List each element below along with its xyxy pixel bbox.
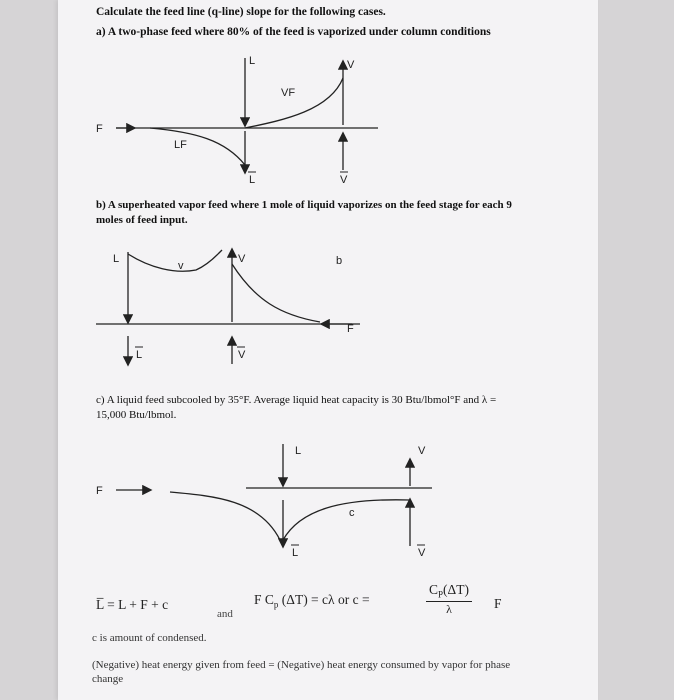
label-c-L: L bbox=[295, 445, 302, 457]
diagram-a bbox=[116, 58, 378, 172]
note-condensed: c is amount of condensed. bbox=[92, 632, 207, 644]
fraction-numerator-tail: (ΔT) bbox=[443, 582, 469, 597]
fraction-denominator: λ bbox=[446, 601, 452, 616]
fraction-multiplier: F bbox=[494, 596, 502, 611]
diagram-c bbox=[116, 444, 432, 546]
balance-equation: L̅ = L + F + c bbox=[96, 597, 169, 612]
vapor-feed-curve bbox=[245, 78, 343, 128]
note-energy-line1: (Negative) heat energy given from feed = (Negative) heat energy consumed by vapor for phase bbox=[92, 659, 511, 671]
label-b-b: b bbox=[336, 255, 343, 267]
case-b-heading-line1: b) A superheated vapor feed where 1 mole of liquid vaporizes on the feed stage for each 9 bbox=[96, 199, 512, 211]
heat-term-tail: (ΔT) = cλ or c = bbox=[281, 592, 370, 607]
case-a-heading: a) A two-phase feed where 80% of the feed is vaporized under column conditions bbox=[96, 26, 491, 38]
label-b-Lbar: L bbox=[136, 349, 143, 361]
label-a-Vbar: V bbox=[340, 174, 348, 186]
condensate-curve-c bbox=[283, 500, 410, 540]
liquid-feed-curve bbox=[150, 128, 245, 165]
condensed-fraction: $C_P(\Delta T)$ λ bbox=[426, 582, 472, 617]
label-b-F: F bbox=[347, 323, 354, 335]
label-b-v: v bbox=[178, 260, 184, 272]
label-a-L: L bbox=[249, 55, 256, 67]
label-b-V: V bbox=[238, 253, 246, 265]
label-c-Lbar: L bbox=[292, 547, 299, 559]
case-c-heading-line2: 15,000 Btu/lbmol. bbox=[96, 409, 177, 421]
fraction-numerator: C bbox=[429, 582, 439, 597]
label-c-V: V bbox=[418, 445, 426, 457]
vapor-curve-b bbox=[128, 254, 218, 271]
label-b-Vbar: V bbox=[238, 349, 246, 361]
label-b-L: L bbox=[113, 253, 120, 265]
feed-curve-b bbox=[232, 264, 320, 322]
label-a-V: V bbox=[347, 59, 355, 71]
label-a-F: F bbox=[96, 123, 103, 135]
and-label: and bbox=[217, 608, 233, 620]
page-title: Calculate the feed line (q-line) slope for the following cases. bbox=[96, 6, 386, 18]
label-a-VF: VF bbox=[281, 87, 296, 99]
note-energy-line2: change bbox=[92, 673, 124, 685]
label-c-F: F bbox=[96, 485, 103, 497]
label-c-Vbar: V bbox=[418, 547, 426, 559]
heat-term: F C bbox=[254, 592, 274, 607]
case-c-heading-line1: c) A liquid feed subcooled by 35°F. Average liquid heat capacity is 30 Btu/lbmol°F and λ = bbox=[96, 394, 497, 406]
heat-balance-equation: F $C_p$ (ΔT) = cλ or c = bbox=[254, 592, 370, 610]
feed-curve-c bbox=[170, 492, 280, 540]
label-c-c: c bbox=[349, 507, 355, 519]
case-b-heading-line2: moles of feed input. bbox=[96, 214, 188, 226]
label-a-Lbar: L bbox=[249, 174, 256, 186]
label-a-LF: LF bbox=[174, 139, 187, 151]
